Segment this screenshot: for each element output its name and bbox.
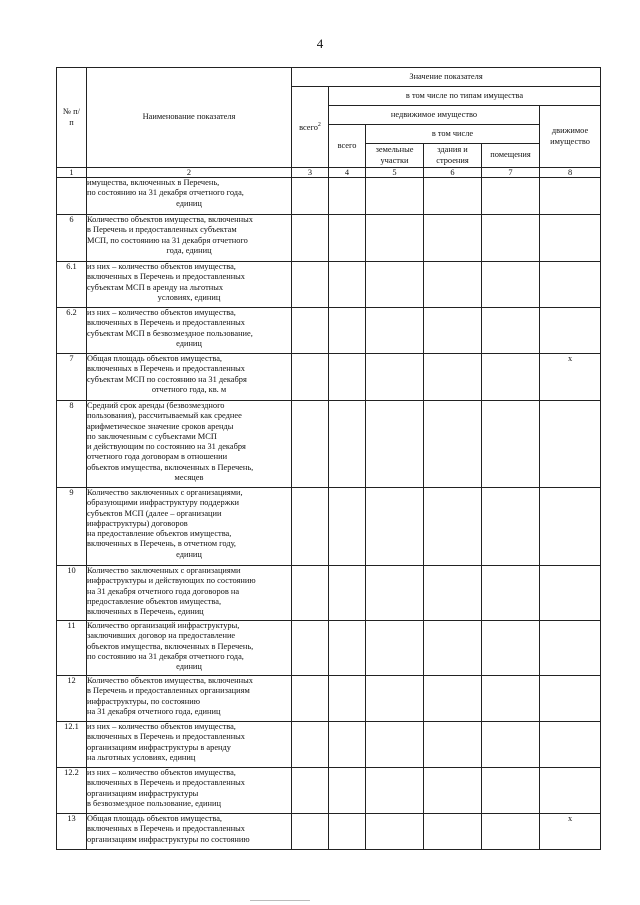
value-cell [329, 488, 366, 566]
indicator-name-line: организациям инфраструктуры по состоянию [87, 834, 250, 844]
value-cell [366, 676, 424, 722]
value-cell [292, 308, 329, 354]
value-cell [424, 722, 482, 768]
indicator-name-line: предоставление объектов имущества, [87, 596, 222, 606]
value-cell [366, 178, 424, 215]
table-row [57, 621, 601, 676]
value-cell [482, 262, 540, 308]
header-immovable-total: всего [329, 125, 366, 168]
indicator-name-line: условиях, единиц [157, 292, 221, 302]
value-cell [329, 621, 366, 676]
header-total-footnote: 2 [317, 122, 321, 129]
page-edge-mark [250, 900, 310, 901]
table-row [57, 566, 601, 621]
col-number: 2 [87, 168, 292, 178]
indicator-name-line: отчетного года договорам в отношении [87, 452, 228, 462]
header-value: Значение показателя [292, 68, 601, 87]
table-row [57, 262, 601, 308]
row-number: 13 [57, 814, 87, 850]
indicator-name-line: организациям инфраструктуры в аренду [87, 742, 231, 752]
value-cell [366, 722, 424, 768]
column-numbers-row [57, 168, 601, 178]
value-cell [292, 768, 329, 814]
indicator-name-line: в Перечень и предоставленных субъектам [87, 225, 237, 235]
indicator-name-line: на 31 декабря отчетного года договоров на [87, 586, 240, 596]
indicator-name-line: отчетного года, кв. м [151, 384, 227, 394]
indicator-name [87, 401, 292, 488]
table-row [57, 676, 601, 722]
value-cell [292, 215, 329, 262]
movable-value-cell [540, 621, 601, 676]
col-number: 4 [329, 168, 366, 178]
indicator-name-line: Средний срок аренды (безвозмездного [87, 401, 225, 410]
col-number: 7 [482, 168, 540, 178]
indicator-name-line: единиц [176, 549, 202, 559]
movable-value-cell [540, 488, 601, 566]
indicator-name [87, 215, 292, 262]
table-row [57, 768, 601, 814]
row-number [57, 178, 87, 215]
value-cell [482, 488, 540, 566]
page-number: 4 [316, 36, 324, 51]
col-number: 8 [540, 168, 601, 178]
row-number: 9 [57, 488, 87, 566]
value-cell [329, 566, 366, 621]
indicator-name-line: включенных в Перечень и предоставленных [87, 318, 245, 328]
movable-value-cell [540, 768, 601, 814]
value-cell [482, 354, 540, 401]
value-cell [424, 354, 482, 401]
indicator-name-line: по состоянию на 31 декабря отчетного года, [87, 188, 244, 198]
indicator-name [87, 621, 292, 676]
indicator-name [87, 262, 292, 308]
header-land: земельные участки [366, 144, 424, 168]
value-cell [366, 768, 424, 814]
table-row [57, 401, 601, 488]
value-cell [329, 215, 366, 262]
table-row [57, 178, 601, 215]
value-cell [292, 814, 329, 850]
value-cell [482, 722, 540, 768]
header-immovable: недвижимое имущество [329, 106, 540, 125]
header-by-type: в том числе по типам имущества [329, 87, 601, 106]
indicator-name-line: включенных в Перечень и предоставленных [87, 778, 245, 788]
value-cell [366, 354, 424, 401]
indicator-name-line: включенных в Перечень и предоставленных [87, 272, 245, 282]
indicator-name-line: инфраструктуры и действующих по состоянию [87, 576, 256, 586]
indicator-name-line: в безвозмездное пользование, единиц [87, 798, 221, 808]
indicator-name-line: единиц [176, 338, 202, 348]
indicator-name-line: объектов имущества, включенных в Перечень, [87, 462, 254, 472]
value-cell [329, 768, 366, 814]
indicator-name-line: Общая площадь объектов имущества, [87, 814, 223, 823]
indicator-name-line: из них – количество объектов имущества, [87, 768, 236, 777]
indicator-name-line: в Перечень и предоставленных организациям [87, 686, 250, 696]
value-cell [366, 401, 424, 488]
row-number: 11 [57, 621, 87, 676]
header-including: в том числе [366, 125, 540, 144]
value-cell [424, 768, 482, 814]
row-number: 8 [57, 401, 87, 488]
indicator-name [87, 488, 292, 566]
value-cell [482, 676, 540, 722]
indicator-name-line: единиц [176, 198, 202, 208]
indicator-name-line: включенных в Перечень и предоставленных [87, 364, 245, 374]
row-number: 6.2 [57, 308, 87, 354]
indicator-name [87, 178, 292, 215]
indicator-name-line: заключивших договор на предоставление [87, 631, 236, 641]
header-premises: помещения [482, 144, 540, 168]
indicator-name [87, 676, 292, 722]
value-cell [424, 621, 482, 676]
indicator-name-line: по состоянию на 31 декабря отчетного года, [87, 651, 244, 661]
value-cell [424, 401, 482, 488]
value-cell [366, 814, 424, 850]
value-cell [292, 676, 329, 722]
indicator-name [87, 722, 292, 768]
indicator-name-line: включенных в Перечень, в отчетном году, [87, 539, 237, 549]
indicator-name-line: года, единиц [166, 245, 212, 255]
value-cell [424, 178, 482, 215]
indicator-name-line: Общая площадь объектов имущества, [87, 354, 223, 363]
value-cell [366, 308, 424, 354]
movable-value-cell: х [540, 354, 601, 401]
indicator-name-line: имущества, включенных в Перечень, [87, 178, 220, 187]
movable-value-cell [540, 676, 601, 722]
table-row [57, 354, 601, 401]
indicator-name-line: Количество заключенных с организациями [87, 566, 241, 575]
value-cell [424, 566, 482, 621]
indicator-name-line: МСП, по состоянию на 31 декабря отчетного [87, 235, 248, 245]
header-movable: движимое имущество [540, 106, 601, 168]
indicator-name-line: образующими инфраструктуру поддержки [87, 498, 240, 508]
value-cell [329, 401, 366, 488]
movable-value-cell [540, 566, 601, 621]
value-cell [292, 621, 329, 676]
indicator-name-line: месяцев [174, 473, 204, 483]
row-number: 12.1 [57, 722, 87, 768]
row-number: 6 [57, 215, 87, 262]
indicator-name [87, 814, 292, 850]
indicator-name-line: и действующим по состоянию на 31 декабря [87, 442, 246, 452]
value-cell [482, 566, 540, 621]
col-number: 5 [366, 168, 424, 178]
indicator-name-line: включенных в Перечень и предоставленных [87, 732, 245, 742]
table-row [57, 215, 601, 262]
indicator-name-line: включенных в Перечень и предоставленных [87, 824, 245, 834]
value-cell [366, 621, 424, 676]
value-cell [482, 178, 540, 215]
indicator-name-line: субъектам МСП в безвозмездное пользование, [87, 328, 253, 338]
indicators-table [56, 67, 601, 850]
value-cell [292, 178, 329, 215]
movable-value-cell [540, 722, 601, 768]
row-number: 7 [57, 354, 87, 401]
col-number: 6 [424, 168, 482, 178]
header-total-label: всего [299, 123, 318, 133]
col-number: 3 [292, 168, 329, 178]
table-body [57, 178, 601, 850]
value-cell [329, 814, 366, 850]
row-number: 6.1 [57, 262, 87, 308]
row-number: 10 [57, 566, 87, 621]
indicator-name-line: субъектам МСП по состоянию на 31 декабря [87, 374, 247, 384]
indicator-name-line: из них – количество объектов имущества, [87, 262, 236, 271]
indicator-name-line: Количество объектов имущества, включенных [87, 215, 253, 224]
header-name: Наименование показателя [87, 68, 292, 168]
value-cell [482, 621, 540, 676]
value-cell [482, 814, 540, 850]
indicator-name-line: Количество организаций инфраструктуры, [87, 621, 240, 630]
value-cell [366, 488, 424, 566]
indicator-name-line: Количество заключенных с организациями, [87, 488, 243, 497]
table-row [57, 722, 601, 768]
indicator-name-line: объектов имущества, включенных в Перечень, [87, 641, 254, 651]
value-cell [292, 354, 329, 401]
value-cell [424, 488, 482, 566]
value-cell [329, 178, 366, 215]
indicator-name-line: Количество объектов имущества, включенных [87, 676, 253, 685]
indicator-name [87, 308, 292, 354]
value-cell [424, 215, 482, 262]
movable-value-cell [540, 215, 601, 262]
indicator-name-line: инфраструктуры, по состоянию [87, 696, 200, 706]
indicator-name-line: арифметическое значение сроков аренды [87, 421, 234, 431]
value-cell [292, 566, 329, 621]
movable-value-cell: х [540, 814, 601, 850]
indicator-name-line: на льготных условиях, единиц [87, 752, 196, 762]
value-cell [424, 262, 482, 308]
indicator-name-line: по заключенным с субъектами МСП [87, 431, 217, 441]
value-cell [482, 768, 540, 814]
indicator-name-line: включенных в Перечень, единиц [87, 607, 204, 617]
indicator-name-line: единиц [176, 662, 202, 672]
value-cell [329, 262, 366, 308]
indicator-name [87, 768, 292, 814]
value-cell [424, 308, 482, 354]
indicator-name-line: пользования), рассчитываемый как среднее [87, 411, 242, 421]
movable-value-cell [540, 308, 601, 354]
value-cell [292, 488, 329, 566]
value-cell [424, 676, 482, 722]
indicator-name-line: на предоставление объектов имущества, [87, 529, 232, 539]
value-cell [329, 722, 366, 768]
header-num: № п/п [57, 68, 87, 168]
value-cell [482, 308, 540, 354]
row-number: 12.2 [57, 768, 87, 814]
indicator-name [87, 354, 292, 401]
value-cell [329, 676, 366, 722]
indicator-name [87, 566, 292, 621]
value-cell [366, 262, 424, 308]
value-cell [292, 262, 329, 308]
indicator-name-line: из них – количество объектов имущества, [87, 308, 236, 317]
header-total [292, 87, 329, 168]
value-cell [366, 215, 424, 262]
indicator-name-line: организациям инфраструктуры [87, 788, 199, 798]
indicator-name-line: инфраструктуры) договоров [87, 518, 188, 528]
value-cell [424, 814, 482, 850]
row-number: 12 [57, 676, 87, 722]
value-cell [292, 401, 329, 488]
value-cell [366, 566, 424, 621]
indicator-name-line: субъектам МСП в аренду на льготных [87, 282, 224, 292]
col-number: 1 [57, 168, 87, 178]
movable-value-cell [540, 262, 601, 308]
value-cell [292, 722, 329, 768]
value-cell [482, 215, 540, 262]
value-cell [329, 354, 366, 401]
table-row [57, 488, 601, 566]
header-buildings: здания и строения [424, 144, 482, 168]
movable-value-cell [540, 178, 601, 215]
table-row [57, 814, 601, 850]
table-row [57, 308, 601, 354]
indicator-name-line: на 31 декабря отчетного года, единиц [87, 706, 221, 716]
indicator-name-line: из них – количество объектов имущества, [87, 722, 236, 731]
value-cell [482, 401, 540, 488]
value-cell [329, 308, 366, 354]
movable-value-cell [540, 401, 601, 488]
indicator-name-line: субъектов МСП (далее – организации [87, 508, 222, 518]
